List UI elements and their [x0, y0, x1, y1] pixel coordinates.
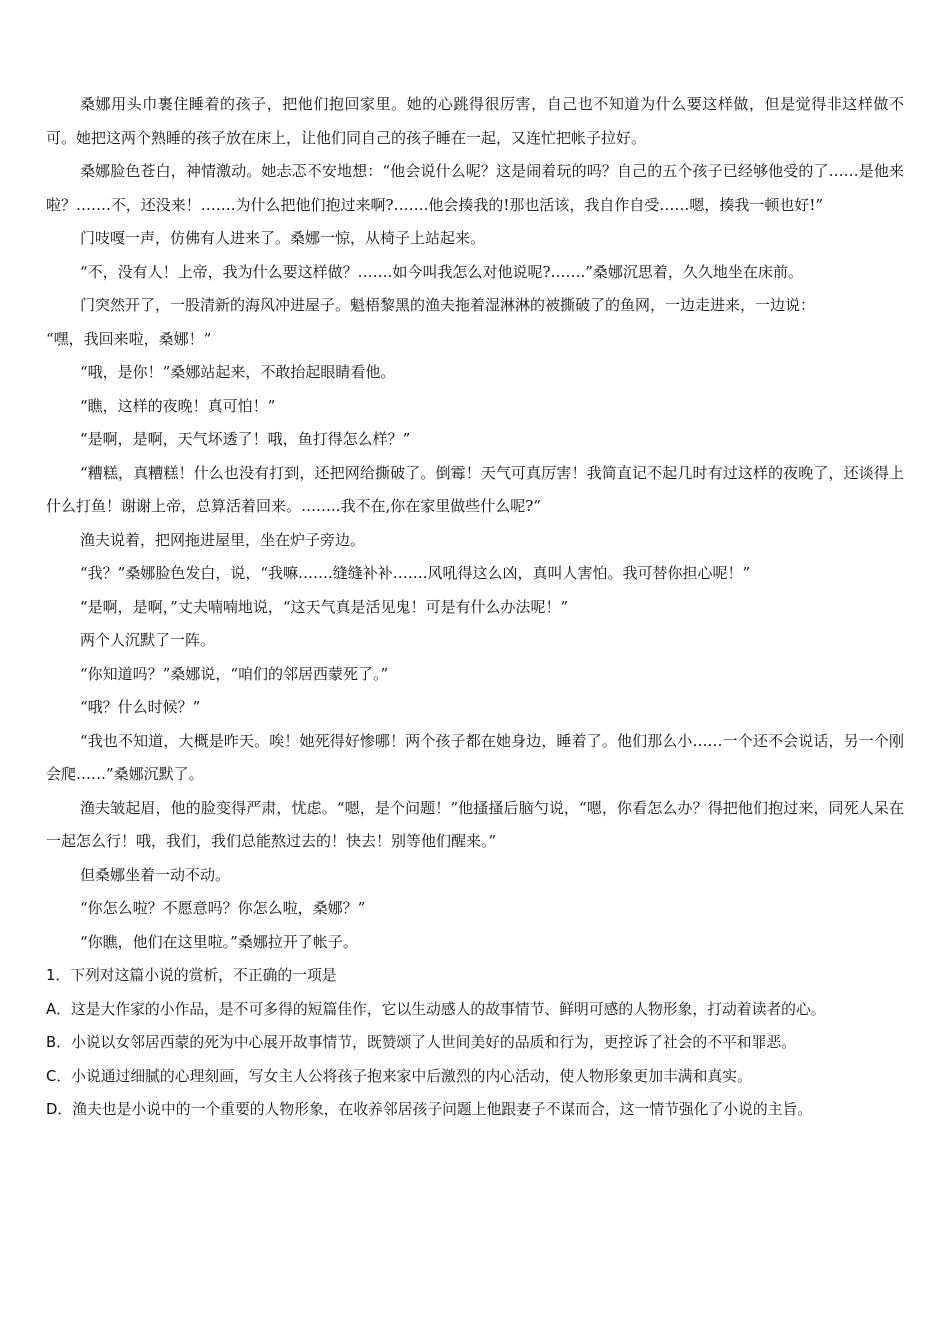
story-paragraph: “哦，是你！”桑娜站起来，不敢抬起眼睛看他。	[80, 363, 396, 381]
story-paragraph: 渔夫说着，把网拖进屋里，坐在炉子旁边。	[80, 530, 366, 549]
option-a: A．这是大作家的小作品，是不可多得的短篇佳作，它以生动感人的故事情节、鲜明可感的人物形象，打动着读者的心。	[46, 1000, 826, 1018]
story-paragraph: “是啊，是啊，”丈夫喃喃地说，“这天气真是活见鬼！可是有什么办法呢！”	[80, 597, 569, 616]
story-paragraph: “我也不知道，大概是昨天。唉！她死得好惨哪！两个孩子都在她身边，睡着了。他们那么小……一个还不会说话，另一个刚会爬……”桑娜沉默了。	[46, 731, 904, 783]
story-paragraph: “我？”桑娜脸色发白，说，“我嘛…….缝缝补补…….风吼得这么凶，真叫人害怕。我可替你担心呢！”	[80, 564, 751, 582]
question-block	[46, 959, 904, 1127]
story-paragraph: 门吱嘎一声，仿佛有人进来了。桑娜一惊，从椅子上站起来。	[80, 229, 486, 247]
question-stem: 1．下列对这篇小说的赏析，不正确的一项是	[46, 967, 337, 984]
option-b: B．小说以女邻居西蒙的死为中心展开故事情节，既赞颂了人世间美好的品质和行为，更控诉了社会的不平和罪恶。	[46, 1034, 796, 1051]
option-d: D．渔夫也是小说中的一个重要的人物形象，在收养邻居孩子问题上他跟妻子不谋而合，这一情节强化了小说的主旨。	[46, 1101, 813, 1118]
story-paragraph: “你瞧，他们在这里啦。”桑娜拉开了帐子。	[80, 932, 358, 951]
option-c: C．小说通过细腻的心理刻画，写女主人公将孩子抱来家中后激烈的内心活动，使人物形象更加丰满和真实。	[46, 1067, 752, 1085]
story-paragraph: “嘿，我回来啦，桑娜！”	[46, 329, 212, 348]
story-paragraph: 两个人沉默了一阵。	[80, 631, 216, 649]
story-paragraph: 但桑娜坐着一动不动。	[80, 865, 231, 884]
story-paragraph: “你知道吗？”桑娜说，“咱们的邻居西蒙死了。”	[80, 664, 389, 683]
story-paragraph: “哦？什么时候？”	[80, 698, 201, 716]
story-paragraph: 门突然开了，一股清新的海风冲进屋子。魁梧黎黑的渔夫拖着湿淋淋的被撕破了的鱼网，一边走进来，一边说：	[80, 296, 816, 314]
story-paragraph: “糟糕，真糟糕！什么也没有打到，还把网给撕破了。倒霉！天气可真厉害！我简直记不起几时有过这样的夜晚了，还谈得上什么打鱼！谢谢上帝，总算活着回来。……..我不在,你在家里做些什么呢?”	[46, 463, 904, 515]
story-paragraph: 渔夫皱起眉，他的脸变得严肃，忧虑。“嗯，是个问题！”他搔搔后脑勺说，“嗯，你看怎么办？得把他们抱过来，同死人呆在一起怎么行！哦，我们，我们总能熬过去的！快去！别等他们醒来。”	[46, 798, 904, 850]
story-paragraph: 桑娜脸色苍白，神情激动。她忐忑不安地想：“他会说什么呢？这是闹着玩的吗？自己的五个孩子已经够他受的了……是他来啦？…….不，还没来！…….为什么把他们抱过来啊?…….他会揍我的!那也活该，我自作自受……嗯，揍我一顿也好!”	[46, 162, 904, 214]
story-paragraph: “瞧，这样的夜晚！真可怕！”	[80, 396, 276, 415]
story-paragraph: “你怎么啦？不愿意吗？你怎么啦，桑娜？”	[80, 899, 366, 917]
story-paragraph: 桑娜用头巾裹住睡着的孩子，把他们抱回家里。她的心跳得很厉害，自己也不知道为什么要这样做，但是觉得非这样做不可。她把这两个熟睡的孩子放在床上，让他们同自己的孩子睡在一起，又连忙把帐子拉好。	[46, 95, 904, 147]
story-paragraph: “不，没有人！上帝，我为什么要这样做？…….如今叫我怎么对他说呢?…….”桑娜沉思着，久久地坐在床前。	[80, 262, 803, 281]
story-paragraph: “是啊，是啊，天气坏透了！哦，鱼打得怎么样？”	[80, 430, 411, 448]
story-text	[46, 88, 904, 959]
